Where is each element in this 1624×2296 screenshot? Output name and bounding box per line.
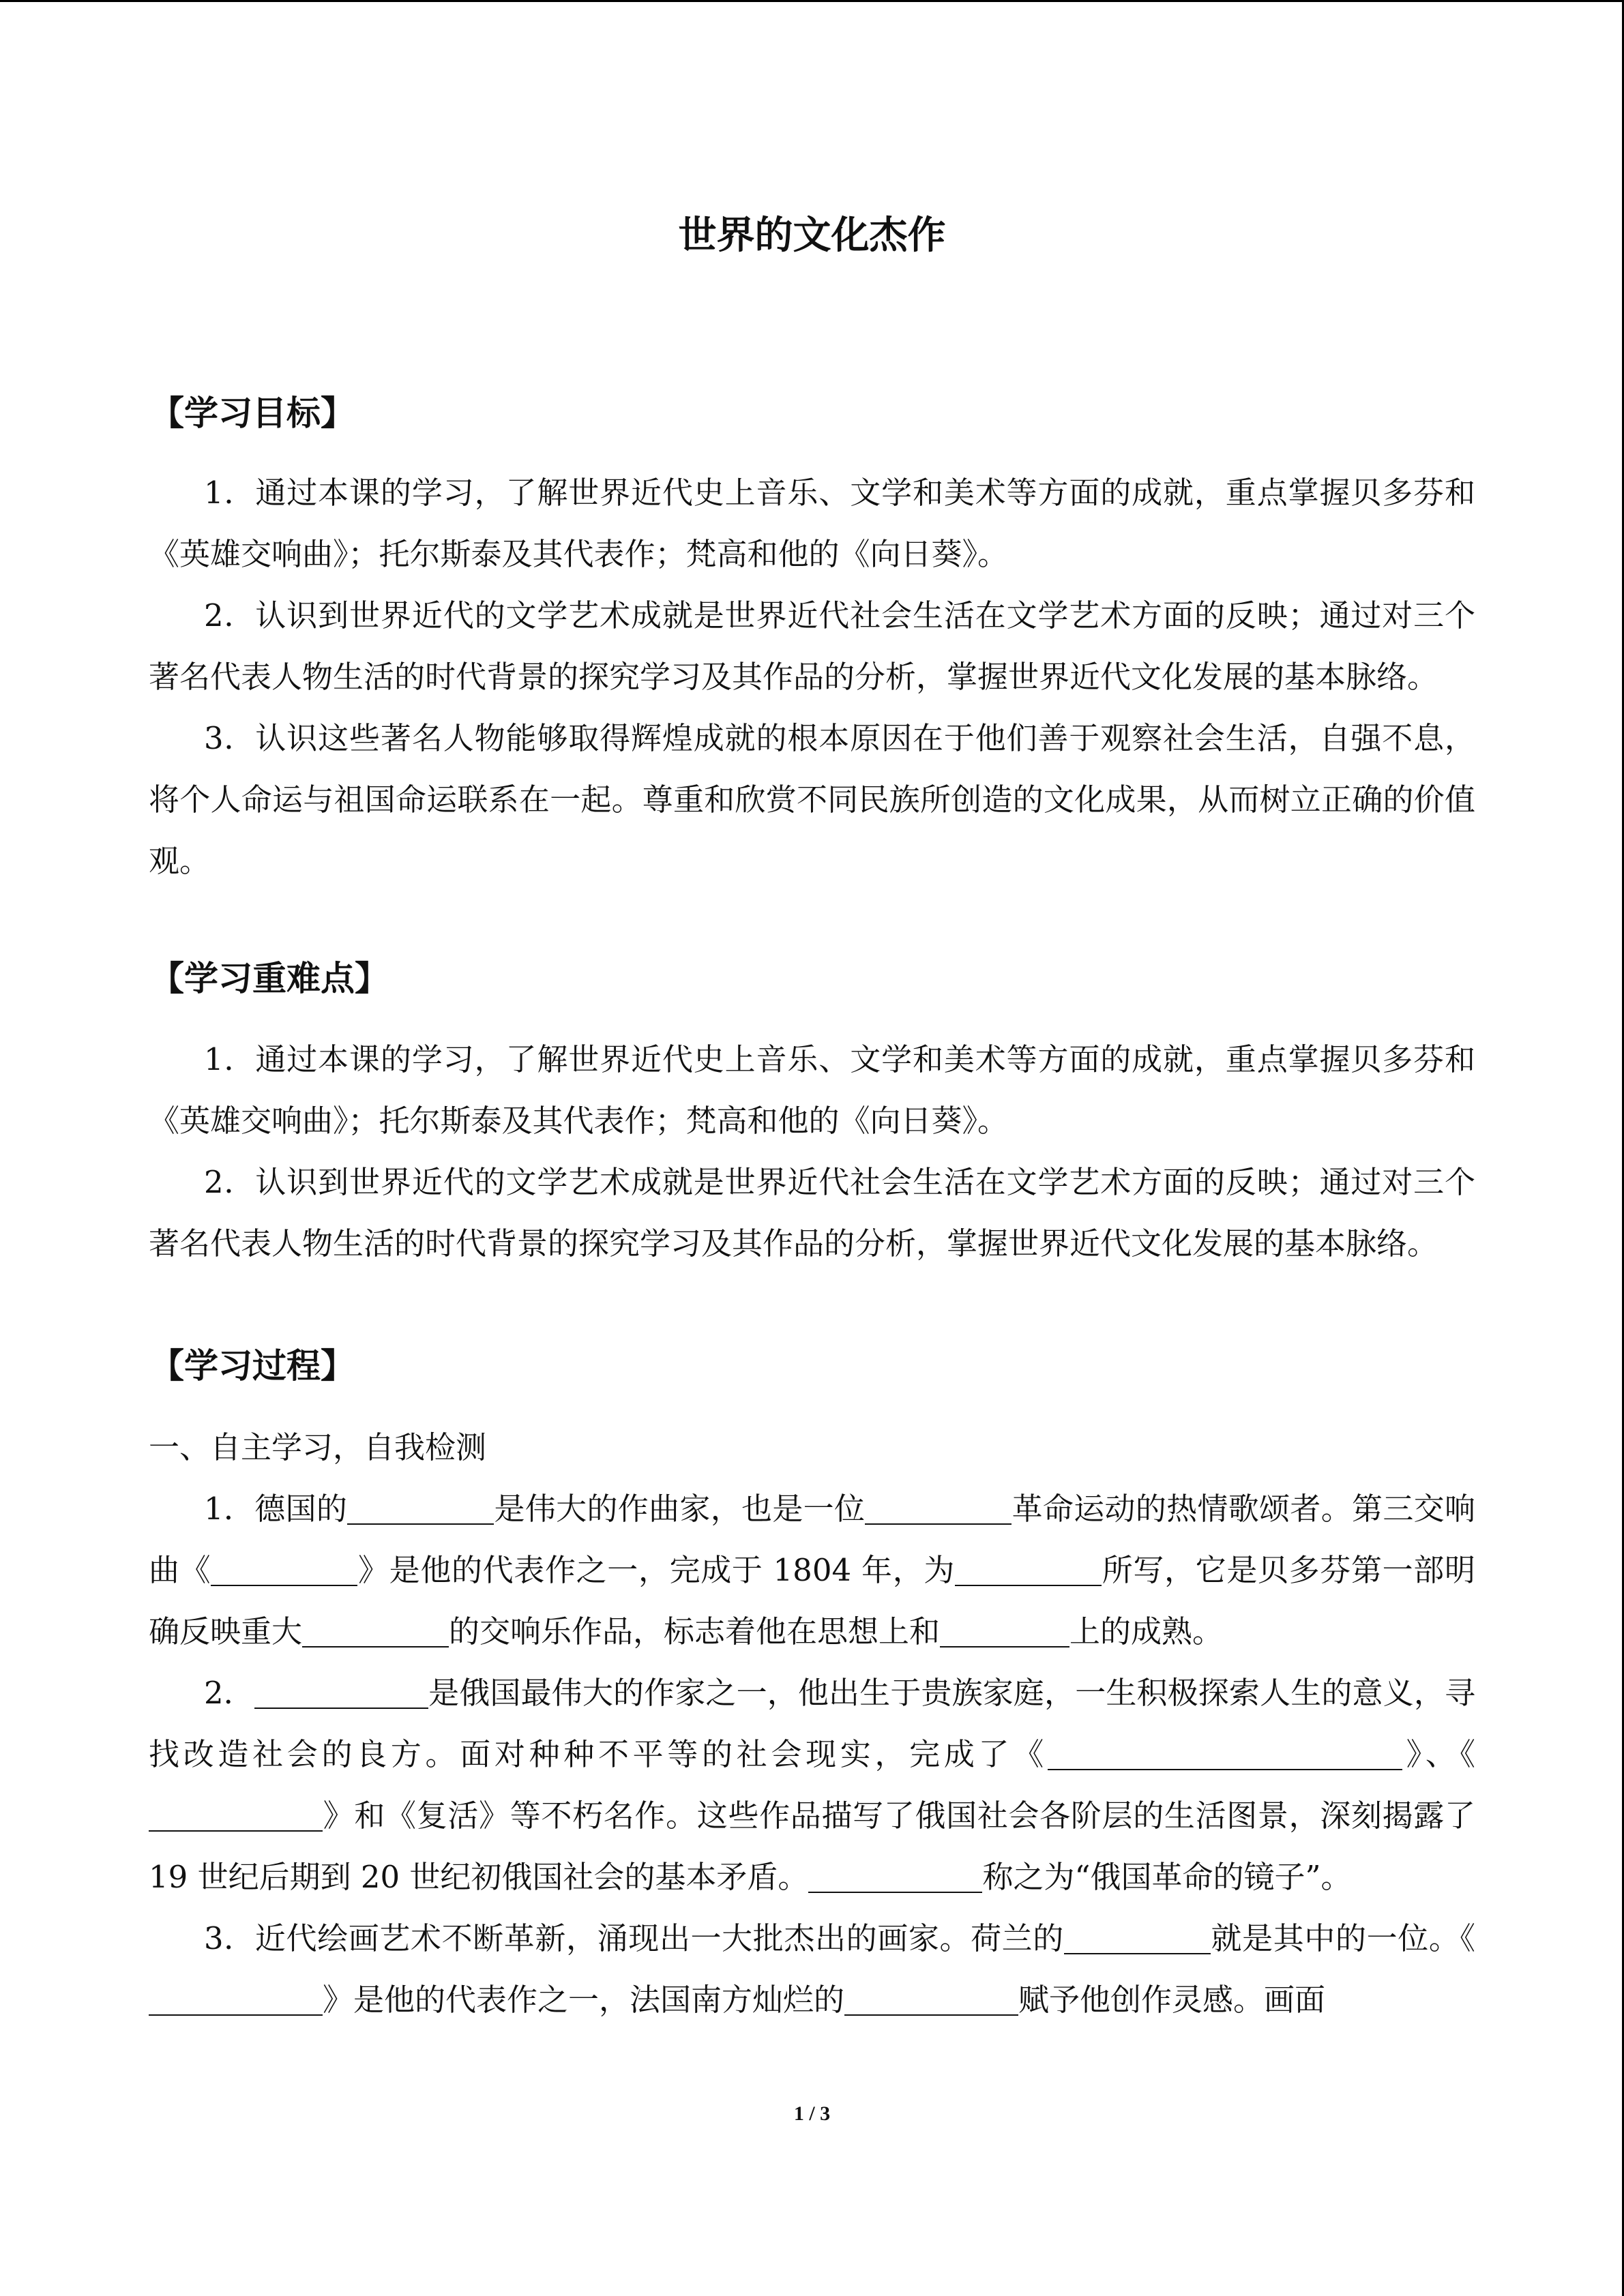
heading-key-points: 【学习重难点】 bbox=[150, 958, 389, 998]
question-3-text: 就是其中的一位。《 bbox=[1210, 1920, 1475, 1956]
question-3-text: 赋予他创作灵感。画面 bbox=[1018, 1982, 1326, 2018]
answer-blank[interactable] bbox=[865, 1491, 1012, 1525]
answer-blank[interactable] bbox=[302, 1613, 449, 1648]
answer-blank[interactable] bbox=[940, 1613, 1069, 1648]
question-1-text: 1．德国的 bbox=[204, 1491, 348, 1527]
question-1 bbox=[149, 1478, 1475, 1663]
question-1-text: 的交响乐作品，标志着他在思想上和 bbox=[449, 1613, 941, 1650]
question-3-text: 3．近代绘画艺术不断革新，涌现出一大批杰出的画家。荷兰的 bbox=[204, 1920, 1064, 1956]
answer-blank[interactable] bbox=[254, 1675, 428, 1709]
answer-blank[interactable] bbox=[211, 1552, 357, 1586]
answer-blank[interactable] bbox=[1048, 1736, 1402, 1770]
question-2-text: 》和《复活》等不朽名作。这些作品描写了俄国社会各阶层的生活图景，深刻揭露了 19 世纪后期到 20 世纪初俄国社会的基本矛盾。 bbox=[149, 1798, 1475, 1895]
page-number: 1 / 3 bbox=[793, 2102, 831, 2125]
question-1-text: 》是他的代表作之一，完成于 1804 年，为 bbox=[357, 1552, 956, 1588]
goal-item-3: 3．认识这些著名人物能够取得辉煌成就的根本原因在于他们善于观察社会生活，自强不息，将个人命运与祖国命运联系在一起。尊重和欣赏不同民族所创造的文化成果，从而树立正确的价值观。 bbox=[149, 720, 1475, 879]
keypoint-item-2: 2．认识到世界近代的文学艺术成就是世界近代社会生活在文学艺术方面的反映；通过对三个著名代表人物生活的时代背景的探究学习及其作品的分析，掌握世界近代文化发展的基本脉络。 bbox=[149, 1164, 1475, 1262]
answer-blank[interactable] bbox=[955, 1552, 1102, 1586]
answer-blank[interactable] bbox=[808, 1859, 982, 1893]
question-3-text: 》是他的代表作之一，法国南方灿烂的 bbox=[323, 1982, 845, 2018]
key-points-list bbox=[149, 1029, 1475, 1274]
answer-blank[interactable] bbox=[149, 1982, 323, 2016]
question-3 bbox=[149, 1908, 1475, 2031]
learning-goals-list bbox=[149, 462, 1475, 892]
answer-blank[interactable] bbox=[844, 1982, 1018, 2016]
question-2-text: 2． bbox=[204, 1675, 254, 1711]
goal-item-1: 1．通过本课的学习，了解世界近代史上音乐、文学和美术等方面的成就，重点掌握贝多芬和《英雄交响曲》；托尔斯泰及其代表作；梵高和他的《向日葵》。 bbox=[149, 475, 1475, 572]
page-border-top bbox=[0, 0, 1624, 2]
learning-process-content bbox=[149, 1417, 1475, 2031]
heading-learning-goals: 【学习目标】 bbox=[150, 393, 355, 433]
process-subheading: 一、自主学习，自我检测 bbox=[149, 1429, 487, 1465]
answer-blank[interactable] bbox=[347, 1491, 494, 1525]
document-title: 世界的文化杰作 bbox=[678, 213, 946, 258]
question-1-text: 是伟大的作曲家，也是一位 bbox=[494, 1491, 866, 1527]
keypoint-item-1: 1．通过本课的学习，了解世界近代史上音乐、文学和美术等方面的成就，重点掌握贝多芬和《英雄交响曲》；托尔斯泰及其代表作；梵高和他的《向日葵》。 bbox=[149, 1041, 1475, 1139]
question-2-text: 》、《 bbox=[1402, 1736, 1475, 1772]
question-1-text: 上的成熟。 bbox=[1069, 1613, 1224, 1650]
answer-blank[interactable] bbox=[1064, 1920, 1211, 1954]
heading-learning-process: 【学习过程】 bbox=[150, 1345, 355, 1386]
goal-item-2: 2．认识到世界近代的文学艺术成就是世界近代社会生活在文学艺术方面的反映；通过对三个著名代表人物生活的时代背景的探究学习及其作品的分析，掌握世界近代文化发展的基本脉络。 bbox=[149, 597, 1475, 695]
question-2-text: 是俄国最伟大的作家之一，他出生于贵族家庭，一生积极探索人生的意义，寻找改造社会的良方。面对种种不平等的社会现实，完成了《 bbox=[149, 1675, 1475, 1772]
answer-blank[interactable] bbox=[149, 1798, 323, 1832]
question-2-text: 称之为“俄国革命的镜子”。 bbox=[982, 1859, 1352, 1895]
question-1-text: 革命运动的热情歌颂者。第三交响曲《 bbox=[149, 1491, 1475, 1588]
question-2 bbox=[149, 1663, 1475, 1908]
question-1-text: 所写，它是贝多芬第一部明确反映重大 bbox=[149, 1552, 1475, 1650]
